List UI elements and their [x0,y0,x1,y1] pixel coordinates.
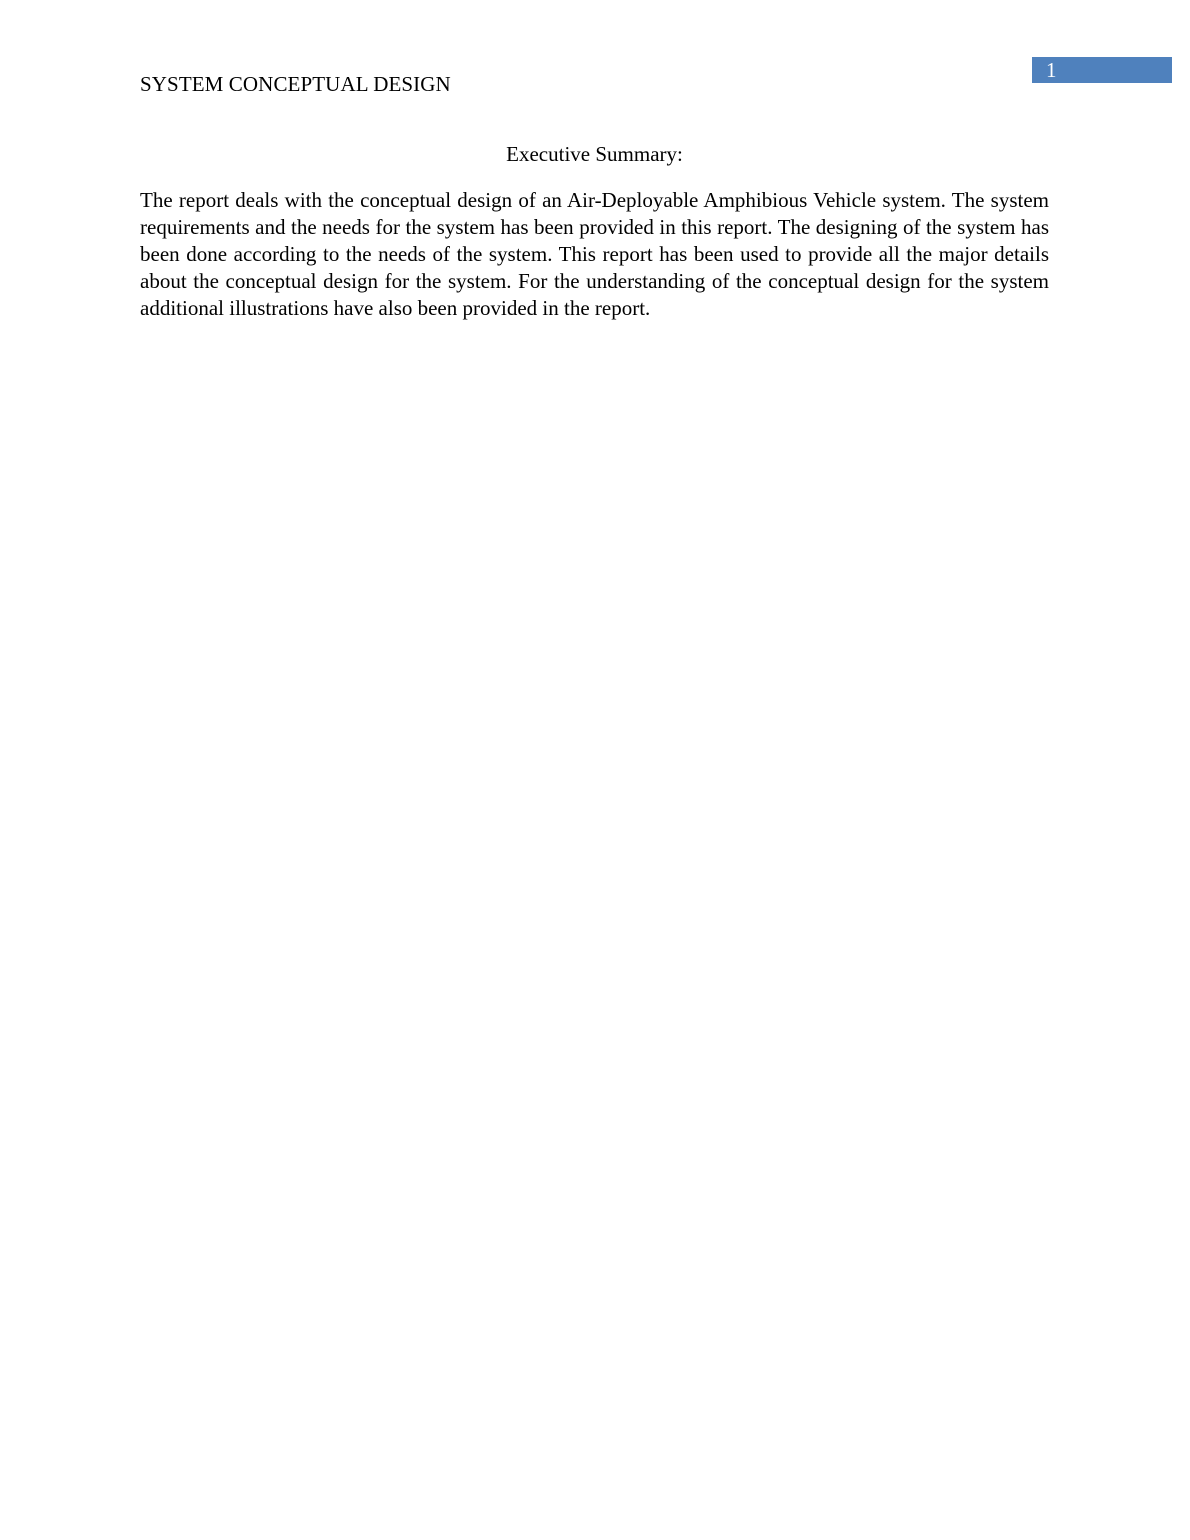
page-number-box [1032,57,1172,83]
section-title: Executive Summary: [506,142,683,166]
page-number: 1 [1046,58,1057,82]
running-head: SYSTEM CONCEPTUAL DESIGN [140,72,451,96]
body-paragraph: The report deals with the conceptual design of an Air-Deployable Amphibious Vehicle system. The system requirements and the needs for the system has been provided in this report. The designing of the system has been done according to the needs of the system. This report has been used to provide all the major details about the conceptual design for the system. For the understanding of the conceptual design for the system additional illustrations have also been provided in the report. [140,188,1049,320]
